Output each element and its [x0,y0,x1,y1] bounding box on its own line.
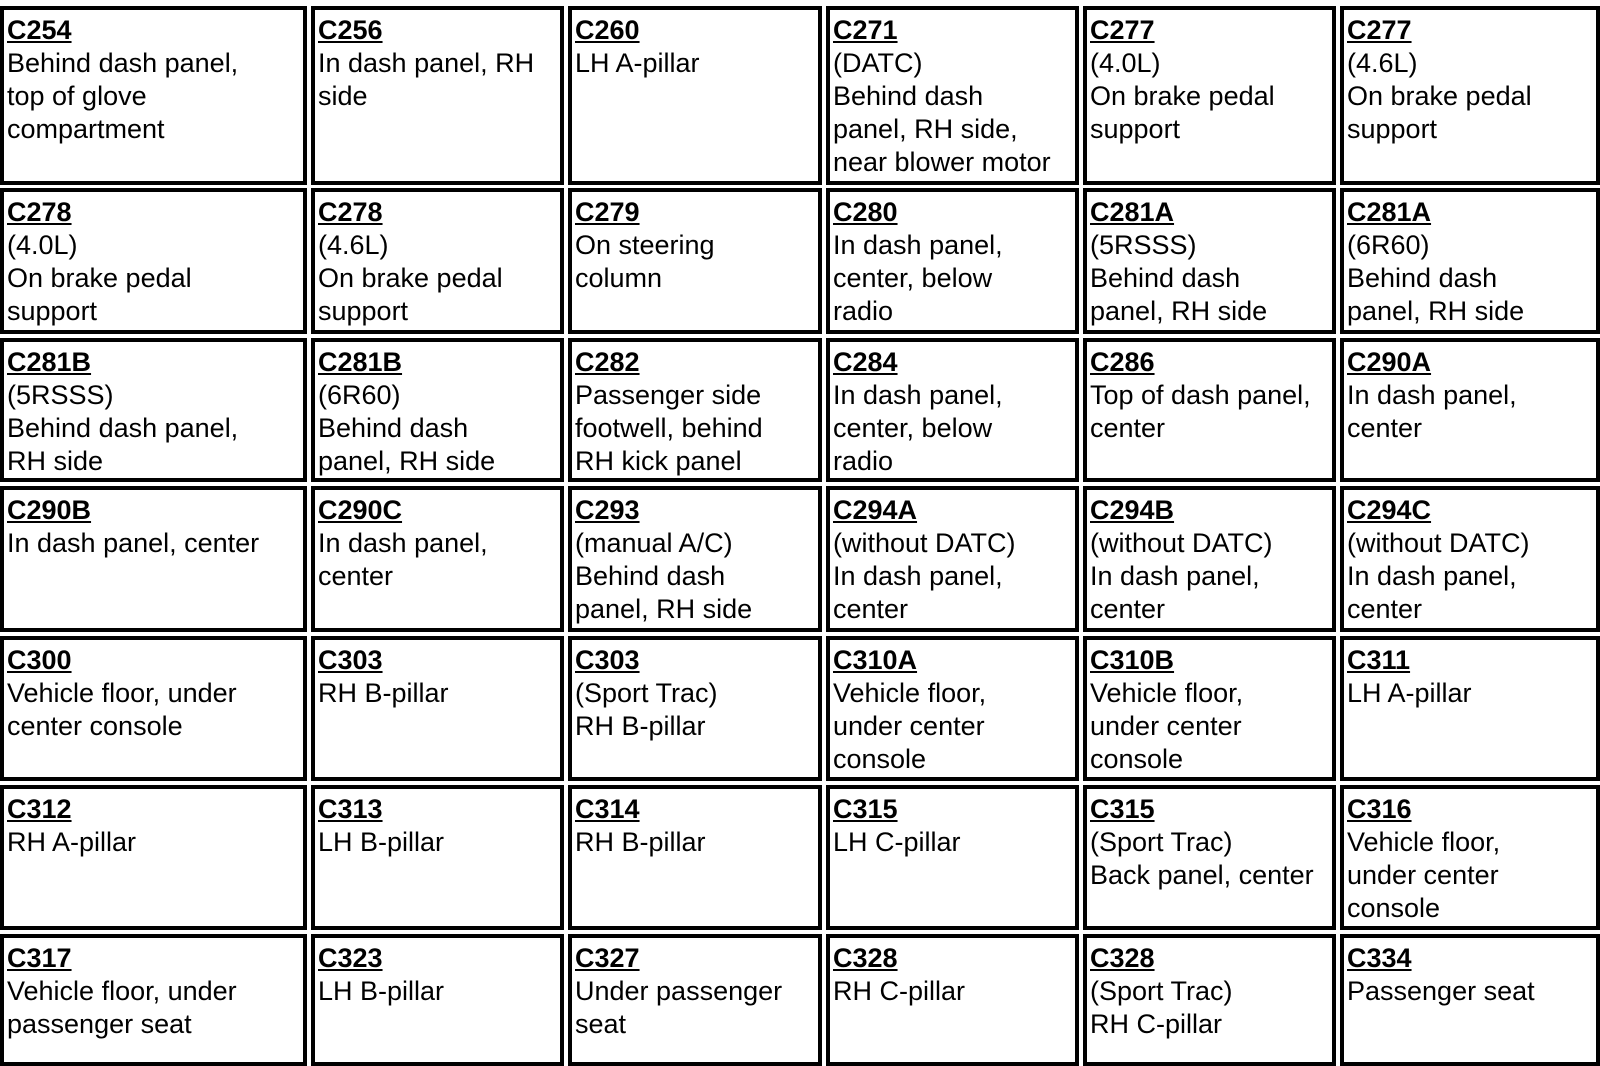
connector-cell [568,636,822,781]
connector-cell [0,636,307,781]
connector-location-line: On brake pedal [318,263,503,293]
connector-location-line: RH A-pillar [7,827,137,857]
connector-cell [568,338,822,482]
connector-location-line: (without DATC) [1090,528,1273,558]
connector-code: C284 [833,347,898,377]
connector-location-line: LH A-pillar [575,48,700,78]
connector-code: C315 [833,794,898,824]
connector-cell [826,188,1079,334]
connector-cell [568,486,822,632]
connector-location-line: Passenger side [575,380,762,410]
connector-location-line: In dash panel, center [7,528,260,558]
connector-cell [568,6,822,185]
connector-location-line: center [1090,594,1166,624]
connector-location-line: (6R60) [1347,230,1430,260]
connector-code: C300 [7,645,72,675]
connector-location-line: LH A-pillar [1347,678,1472,708]
connector-code: C280 [833,197,898,227]
connector-code: C281B [318,347,403,377]
connector-location-line: LH B-pillar [318,827,445,857]
connector-location-line: In dash panel, [318,528,488,558]
connector-location-line: (4.0L) [1090,48,1161,78]
connector-location-line: near blower motor [833,147,1051,177]
connector-location-line: Top of dash panel, [1090,380,1311,410]
connector-location-line: Vehicle floor, [1090,678,1244,708]
connector-code: C303 [318,645,383,675]
connector-code: C334 [1347,943,1412,973]
connector-location-line: panel, RH side, [833,114,1018,144]
connector-location-line: Behind dash [1090,263,1241,293]
connector-location-line: footwell, behind [575,413,763,443]
connector-cell [311,188,564,334]
connector-location-line: In dash panel, [833,561,1003,591]
connector-location-line: center console [7,711,183,741]
connector-location-line: (Sport Trac) [1090,976,1233,1006]
connector-location-line: panel, RH side [318,446,496,476]
connector-location-line: center, below [833,263,993,293]
connector-cell [311,785,564,930]
connector-location-line: support [7,296,98,326]
connector-location-line: compartment [7,114,165,144]
connector-location-line: Under passenger [575,976,783,1006]
connector-location-line: Vehicle floor, [1347,827,1501,857]
connector-location-line: On steering [575,230,715,260]
connector-location-line: Behind dash [1347,263,1498,293]
connector-cell [1083,486,1336,632]
connector-code: C290C [318,495,403,525]
connector-cell [1340,188,1600,334]
connector-cell [568,188,822,334]
connector-cell [0,785,307,930]
connector-location-line: RH C-pillar [833,976,966,1006]
connector-cell [1340,6,1600,185]
connector-location-line: radio [833,446,894,476]
connector-cell [1083,6,1336,185]
connector-location-line: (DATC) [833,48,923,78]
connector-location-line: (without DATC) [833,528,1016,558]
connector-code: C328 [1090,943,1155,973]
connector-location-line: In dash panel, [833,230,1003,260]
connector-code: C290A [1347,347,1432,377]
connector-code: C277 [1090,15,1155,45]
connector-location-line: (5RSSS) [7,380,114,410]
connector-location-line: panel, RH side [1090,296,1268,326]
connector-location-line: center [1347,413,1423,443]
connector-cell [1340,934,1600,1066]
connector-location-line: (5RSSS) [1090,230,1197,260]
connector-code: C281B [7,347,92,377]
connector-cell [1340,486,1600,632]
connector-location-line: (4.0L) [7,230,78,260]
connector-location-line: On brake pedal [7,263,192,293]
connector-code: C277 [1347,15,1412,45]
connector-location-line: support [1347,114,1438,144]
connector-location-line: Behind dash [833,81,984,111]
connector-cell [568,934,822,1066]
connector-location-line: Behind dash [318,413,469,443]
connector-code: C310A [833,645,918,675]
connector-location-line: (6R60) [318,380,401,410]
connector-location-line: (Sport Trac) [1090,827,1233,857]
connector-location-line: Vehicle floor, under [7,678,237,708]
connector-location-line: RH kick panel [575,446,742,476]
connector-cell [311,934,564,1066]
connector-code: C271 [833,15,898,45]
connector-cell [1340,636,1600,781]
connector-location-line: support [318,296,409,326]
connector-cell [826,486,1079,632]
connector-location-line: RH C-pillar [1090,1009,1223,1039]
connector-code: C323 [318,943,383,973]
connector-cell [826,785,1079,930]
connector-cell [1083,188,1336,334]
connector-location-line: Passenger seat [1347,976,1535,1006]
connector-code: C311 [1347,645,1411,675]
connector-location-line: side [318,81,368,111]
connector-code: C279 [575,197,640,227]
connector-location-line: Back panel, center [1090,860,1314,890]
connector-location-line: (manual A/C) [575,528,733,558]
connector-cell [568,785,822,930]
connector-cell [0,934,307,1066]
connector-location-line: under center [833,711,985,741]
connector-cell [1083,338,1336,482]
connector-location-line: (4.6L) [1347,48,1418,78]
connector-code: C313 [318,794,383,824]
connector-cell [1340,338,1600,482]
connector-code: C315 [1090,794,1155,824]
connector-cell [0,486,307,632]
connector-location-line: RH B-pillar [575,827,706,857]
connector-location-line: On brake pedal [1090,81,1275,111]
connector-cell [311,338,564,482]
connector-location-line: radio [833,296,894,326]
connector-location-line: console [833,744,927,774]
connector-cell [826,636,1079,781]
connector-cell [311,6,564,185]
connector-cell [0,338,307,482]
connector-location-line: (without DATC) [1347,528,1530,558]
connector-cell [1083,934,1336,1066]
connector-code: C281A [1090,197,1175,227]
connector-code: C294C [1347,495,1432,525]
connector-cell [826,338,1079,482]
connector-code: C317 [7,943,72,973]
connector-cell [311,636,564,781]
connector-code: C328 [833,943,898,973]
connector-code: C327 [575,943,640,973]
connector-cell [0,6,307,185]
connector-location-line: panel, RH side [1347,296,1525,326]
connector-location-line: Behind dash panel, [7,413,239,443]
connector-location-line: (Sport Trac) [575,678,718,708]
connector-location-line: In dash panel, RH [318,48,535,78]
connector-location-line: console [1347,893,1441,923]
connector-code: C278 [7,197,72,227]
connector-location-line: In dash panel, [1090,561,1260,591]
connector-code: C312 [7,794,72,824]
connector-cell [1083,785,1336,930]
connector-code: C290B [7,495,92,525]
connector-code: C281A [1347,197,1432,227]
connector-code: C278 [318,197,383,227]
connector-cell [1340,785,1600,930]
connector-cell [311,486,564,632]
connector-location-line: passenger seat [7,1009,192,1039]
connector-location-line: under center [1090,711,1242,741]
connector-code: C294B [1090,495,1175,525]
connector-code: C254 [7,15,72,45]
connector-cell [0,188,307,334]
connector-code: C303 [575,645,640,675]
connector-location-line: console [1090,744,1184,774]
connector-code: C282 [575,347,640,377]
connector-code: C260 [575,15,640,45]
connector-code: C293 [575,495,640,525]
connector-location-line: center [318,561,394,591]
connector-location-line: center [833,594,909,624]
connector-code: C294A [833,495,918,525]
connector-code: C314 [575,794,640,824]
connector-code: C286 [1090,347,1155,377]
connector-cell [826,934,1079,1066]
connector-location-line: On brake pedal [1347,81,1532,111]
connector-location-line: In dash panel, [833,380,1003,410]
connector-location-line: column [575,263,663,293]
connector-location-line: RH side [7,446,104,476]
connector-location-line: Vehicle floor, under [7,976,237,1006]
connector-location-line: LH B-pillar [318,976,445,1006]
connector-location-line: panel, RH side [575,594,753,624]
connector-location-line: In dash panel, [1347,380,1517,410]
connector-location-line: center [1090,413,1166,443]
connector-location-line: Behind dash [575,561,726,591]
connector-code: C310B [1090,645,1175,675]
connector-code: C256 [318,15,383,45]
connector-location-line: seat [575,1009,627,1039]
connector-location-line: Vehicle floor, [833,678,987,708]
connector-location-line: center [1347,594,1423,624]
connector-location-line: top of glove [7,81,147,111]
connector-location-line: RH B-pillar [575,711,706,741]
connector-code: C316 [1347,794,1412,824]
connector-location-line: (4.6L) [318,230,389,260]
connector-cell [826,6,1079,185]
connector-location-line: RH B-pillar [318,678,449,708]
connector-location-line: In dash panel, [1347,561,1517,591]
connector-location-line: support [1090,114,1181,144]
connector-cell [1083,636,1336,781]
connector-location-line: under center [1347,860,1499,890]
connector-location-line: LH C-pillar [833,827,961,857]
connector-location-line: Behind dash panel, [7,48,239,78]
connector-location-line: center, below [833,413,993,443]
